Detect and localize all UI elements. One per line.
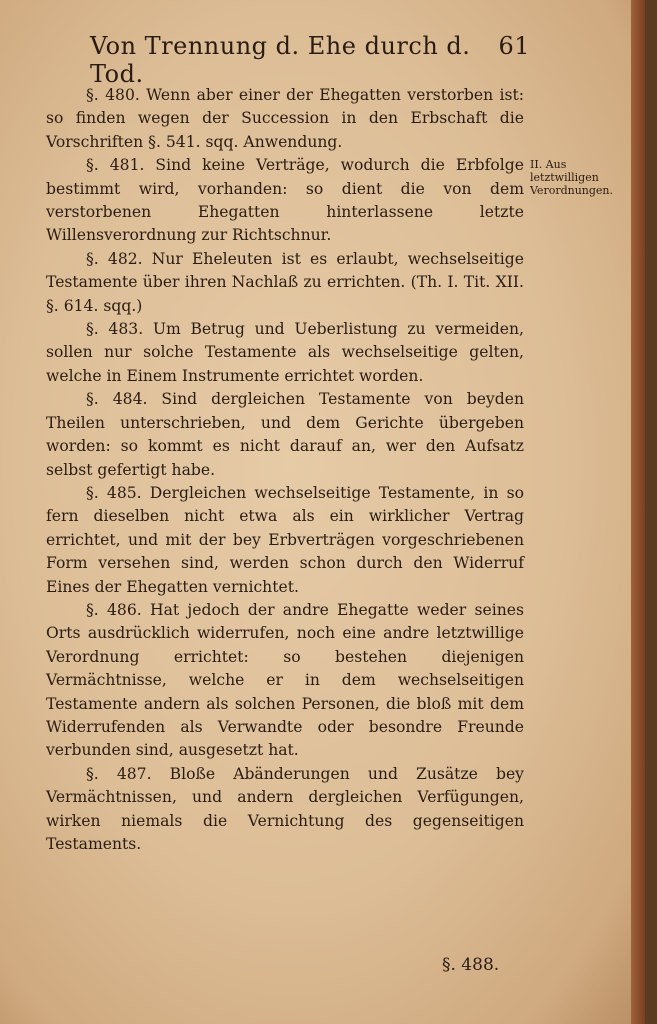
paragraph-482: §. 482. Nur Eheleuten ist es erlaubt, wechselseitige Testamente über ihren Nachlaß zu errichten. (Th. I. Tit. XII. §. 614. sqq.) (46, 249, 524, 315)
running-header (90, 32, 530, 88)
page-body (46, 84, 524, 856)
paragraph-485: §. 485. Dergleichen wechselseitige Testamente, in so fern dieselben nicht etwa als ein wirklicher Vertrag errichtet, und mit der bey Erbverträgen vorgeschriebenen Form versehen sind, werden schon durch den Widerruf Eines der Ehegatten vernichtet. (46, 483, 524, 596)
paragraph-483: §. 483. Um Betrug und Ueberlistung zu vermeiden, sollen nur solche Testamente als wechselseitige gelten, welche in Einem Instrumente errichtet worden. (46, 320, 524, 385)
paragraph-487: §. 487. Bloße Abänderungen und Zusätze bey Vermächtnissen, und andern dergleichen Verfügungen, wirken niemals die Vernichtung des gegenseitigen Testaments. (46, 764, 524, 853)
paragraph-484: §. 484. Sind dergleichen Testamente von beyden Theilen unterschrieben, und dem Gerichte übergeben worden: so kommt es nicht darauf an, wer den Aufsatz selbst gefertigt habe. (46, 390, 524, 479)
running-title: Von Trennung d. Ehe durch d. Tod. (90, 32, 471, 88)
paragraph-480: §. 480. Wenn aber einer der Ehegatten verstorben ist: so finden wegen der Succession in den Erbschaft die Vorschriften §. 541. sqq. Anwendung. (46, 86, 524, 151)
page-number: 61 (498, 32, 530, 60)
paragraph-486: §. 486. Hat jedoch der andre Ehegatte weder seines Orts ausdrücklich widerrufen, noch eine andre letztwillige Verordnung errichtet: so bestehen diejenigen Vermächtnisse, welche er in dem wechselseitigen Testamente andern als solchen Personen, die bloß mit dem Widerrufenden als Verwandte oder besondre Freunde verbunden sind, ausgesetzt hat. (46, 600, 524, 760)
catchword: §. 488. (442, 955, 500, 975)
paragraph-481: §. 481. Sind keine Verträge, wodurch die Erbfolge bestimmt wird, vorhanden: so dient die von dem verstorbenen Ehegatten hinterlassene letzte Willensverordnung zur Richtschnur. (46, 156, 524, 245)
page-edge (631, 0, 645, 1024)
margin-note: II. Aus letztwilligen Verordnungen. (530, 158, 614, 197)
